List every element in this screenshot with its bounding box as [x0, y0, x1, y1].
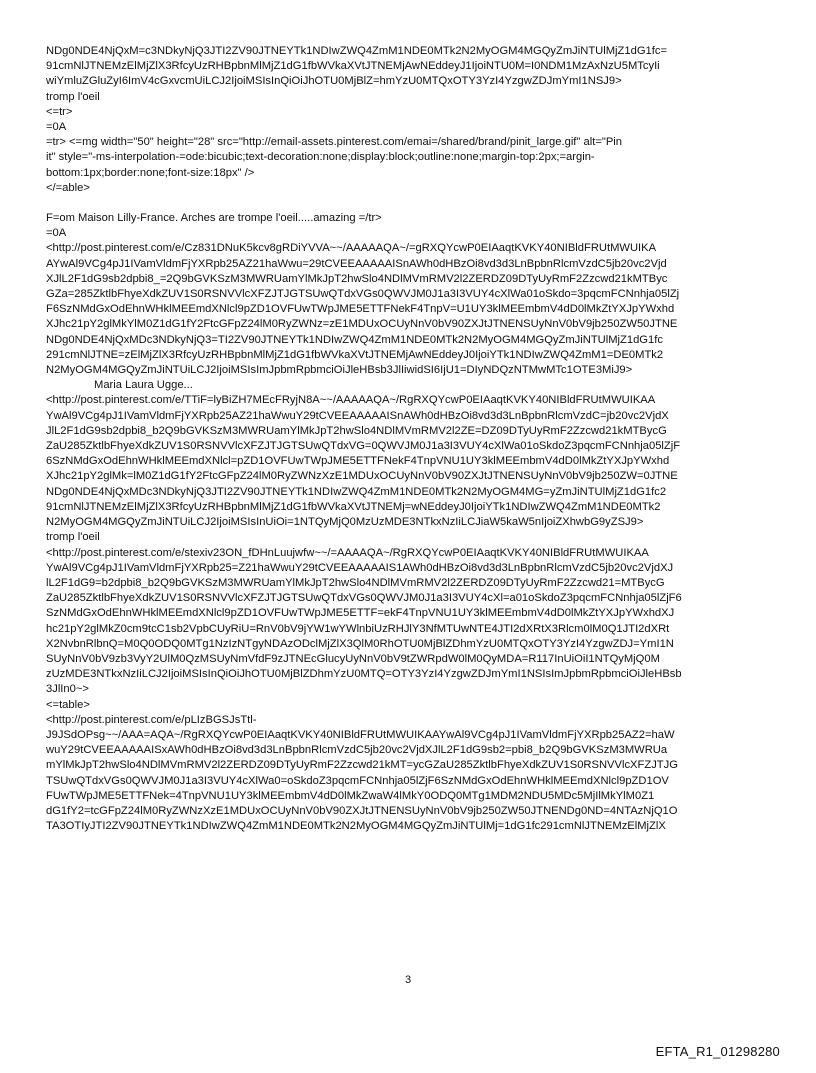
text-line: dG1fY2=tcGFpZ24lM0RyZWNzXzE1MDUxOCUyNnV0bV90ZXJtJTNENSUyNnV0bV9jb250ZW50JTNENDg0ND=4NTAzNjQ1O: [46, 804, 678, 817]
text-line: lL2F1dG9=b2dpbi8_b2Q9bGVKSzM3MWRUamYlMkJpT2hwSlo4NDlMVmRMV2l2ZERDZ09DTyUyRmF2Zzcwd21=MTBycG: [46, 576, 665, 589]
text-line: NDg0NDE4NjQxMDc3NDkyNjQ3=TI2ZV90JTNEYTk1NDIwZWQ4ZmM1NDE0MTk2N2MyOGM4MGQyZmJiNTUlMjZ1dG1fc: [46, 333, 663, 346]
text-line: YwAl9VCg4pJ1IVamVldmFjYXRpb25=Z21haWwuY29tCVEEAAAAAIS1AWh0dHBzOi8vd3d3LnBpbnRlcmVzdC5jb20vc2VjdXJ: [46, 561, 674, 574]
text-line: F6SzNMdGxOdEhnWHklMEEmdXNlcl9pZD1OVFUwTWpJME5ETTFNekF4TnpV=U1UY3klMEEmbmV4dD0lMkZtYXJpYWxhd: [46, 303, 675, 316]
text-line: bottom:1px;border:none;font-size:18px" />: [46, 166, 255, 179]
text-line: JlL2F1dG9sb2dpbi8_b2Q9bGVKSzM3MWRUamYlMkJpT2hwSlo4NDlMVmRMV2l2ZE=DZ09DTyUyRmF2Zzcwd21kMTBycG: [46, 424, 667, 437]
page-number: 3: [404, 974, 412, 986]
text-line: N2MyOGM4MGQyZmJiNTUiLCJ2IjoiMSIsImJpbmRpbmciOiJleHBsb3JlIiwidSI6IjU1=DIyNDQzNTMwMTc1OTE3MiJ9>: [46, 364, 633, 377]
text-line: GZa=285ZktlbFhyeXdkZUV1S0RSNVVlcXFZJTJGTSUwQTdxVGs0QWVJM0J1a3I3VUY4cXlWa01oSkdo=3pqcmFCNnhja05lZj: [46, 288, 680, 301]
text-line: ZaU285ZktlbFhyeXdkZUV1S0RSNVVlcXFZJTJGTSUwQTdxVGs0QWVJM0J1a3I3VUY4cXl=a01oSkdoZ3pqcmFCNnhja05lZjF6: [46, 592, 682, 605]
text-line: </=able>: [46, 181, 90, 194]
text-line: FUwTWpJME5ETTFNek=4TnpVNU1UY3klMEEmbmV4dD0lMkZwaW4lMkY0ODQ0MTg1MDM2NDU5MDc5MjIlMkYlM0Z1: [46, 789, 655, 802]
text-line: YwAl9VCg4pJ1IVamVldmFjYXRpb25AZ21haWwuY29tCVEEAAAAAISnAWh0dHBzOi8vd3d3LnBpbnRlcmVzdC=jb20vc2VjdX: [46, 409, 669, 422]
text-line: =0A: [46, 227, 67, 240]
text-line: <=table>: [46, 698, 90, 711]
text-line: 3JlIn0~>: [46, 683, 89, 696]
text-line: TA3OTIyJTI2ZV90JTNEYTk1NDIwZWQ4ZmM1NDE0MTk2N2MyOGM4MGQyZmJiNTUlMj=1dG1fc291cmNlJTNEMzElMjZlX: [46, 820, 666, 833]
text-line: ZaU285ZktlbFhyeXdkZUV1S0RSNVVlcXFZJTJGTSUwQTdxVG=0QWVJM0J1a3I3VUY4cXlWa01oSkdoZ3pqcmFCNnhja05lZjF: [46, 440, 681, 453]
text-line: XJhc21pY2glMk=lM0Z1dG1fY2FtcGFpZ24lM0RyZWNzXzE1MDUxOCUyNnV0bV90ZXJtJTNENSUyNnV0bV9jb250ZW=0JTNE: [46, 470, 678, 483]
text-line: mYlMkJpT2hwSlo4NDlMVmRMV2l2ZERDZ09DTyUyRmF2Zzcwd21kMT=ycGZaU285ZktlbFhyeXdkZUV1S0RSNVVlcXFZJTJG: [46, 759, 678, 772]
document-body: [46, 44, 770, 834]
text-line: F=om Maison Lilly-France. Arches are trompe l'oeil.....amazing =/tr>: [46, 212, 382, 225]
text-line: =tr> <=mg width="50" height="28" src="http://email-assets.pinterest.com/emai=/shared/brand/pinit_large.gif" alt="Pin: [46, 136, 622, 149]
text-line: tromp l'oeil: [46, 531, 100, 544]
text-line: X2NvbnRlbnQ=M0Q0ODQ0MTg1NzIzNTgyNDAzODclMjZlX3QlM0RhOTU0MjBlZDhmYzU0MTQxOTY3YzI4YzgwZDJ=YmI1N: [46, 637, 674, 650]
text-line: J9JSdOPsg~~/AAA=AQA~/RgRXQYcwP0EIAaqtKVKY40NIBldFRUtMWUIKAAYwAl9VCg4pJ1IVamVldmFjYXRpb25AZ2=haW: [46, 728, 675, 741]
text-line: <=tr>: [46, 105, 73, 118]
text-line: N2MyOGM4MGQyZmJiNTUiLCJ2IjoiMSIsInUiOi=1NTQyMjQ0MzUzMDE3NTkxNzIiLCJiaW5kaW5nIjoiZXhwbG9yZSJ9>: [46, 516, 644, 529]
text-line: TSUwQTdxVGs0QWVJM0J1a3I3VUY4cXlWa0=oSkdoZ3pqcmFCNnhja05lZjF6SzNMdGxOdEhnWHklMEEmdXNlcl9pZD1OV: [46, 774, 669, 787]
text-line: <http://post.pinterest.com/e/stexiv23ON_fDHnLuujwfw~~/=AAAAQA~/RgRXQYcwP0EIAaqtKVKY40NIBldFRUtMWUIKAA: [46, 546, 649, 559]
text-line: <http://post.pinterest.com/e/Cz831DNuK5kcv8gRDiYVVA~~/AAAAAQA~/=gRXQYcwP0EIAaqtKVKY40NIBldFRUtMWUIKA: [46, 242, 657, 255]
text-line: 91cmNlJTNEMzElMjZlX3RfcyUzRHBpbnMlMjZ1dG1fbWVkaXVtJTNEMj=wNEddeyJ0IjoiYTk1NDIwZWQ4ZmM1NDE0MTk2: [46, 500, 661, 513]
text-line: NDg0NDE4NjQxMDc3NDkyNjQ3JTI2ZV90JTNEYTk1NDIwZWQ4ZmM1NDE0MTk2N2MyOGM4MG=yZmJiNTUlMjZ1dG1fc2: [46, 485, 667, 498]
text-line: 291cmNlJTNE=zElMjZlX3RfcyUzRHBpbnMlMjZ1dG1fbWVkaXVtJTNEMjAwNEddeyJ0IjoiYTk1NDIwZWQ4ZmM1=DE0MTk2: [46, 348, 664, 361]
text-line: SUyNnV0bV9zb3VyY2UlM0QzMSUyNmVfdF9zJTNEcGlucyUyNnV0bV9tZWRpdW0lM0QyMDA=R117InUiOiI1NTQyMjQ0M: [46, 652, 660, 665]
text-line: zUzMDE3NTkxNzIiLCJ2IjoiMSIsInQiOiJhOTU0MjBlZDhmYzU0MTQ=OTY3YzI4YzgwZDJmYmI1NSIsImJpbmRpbmciOiJleHBsb: [46, 668, 682, 681]
text-line: wuY29tCVEEAAAAAISxAWh0dHBzOi8vd3d3LnBpbnRlcmVzdC5jb20vc2VjdXJlL2F1dG9sb2=pbi8_b2Q9bGVKSzM3MWRUa: [46, 744, 668, 757]
text-line: Maria Laura Ugge...: [94, 379, 193, 392]
text-line: SzNMdGxOdEhnWHklMEEmdXNlcl9pZD1OVFUwTWpJME5ETTF=ekF4TnpVNU1UY3klMEEmbmV4dD0lMkZtYXJpYWxhdXJ: [46, 607, 675, 620]
text-line: NDg0NDE4NjQxM=c3NDkyNjQ3JTI2ZV90JTNEYTk1NDIwZWQ4ZmM1NDE0MTk2N2MyOGM4MGQyZmJiNTUlMjZ1dG1fc=: [46, 45, 667, 57]
text-line: AYwAl9VCg4pJ1IVamVldmFjYXRpb25AZ21haWwu=29tCVEEAAAAAISnAWh0dHBzOi8vd3d3LnBpbnRlcmVzdC5jb20vc2Vjd: [46, 257, 667, 270]
text-line: <http://post.pinterest.com/e/TTiF=lyBiZH7MEcFRyjN8A~~/AAAAAQA~/RgRXQYcwP0EIAaqtKVKY40NIBldFRUtMWUIKAA: [46, 394, 656, 407]
text-line: XJhc21pY2glMkYlM0Z1dG1fY2FtcGFpZ24lM0RyZWNz=zE1MDUxOCUyNnV0bV90ZXJtJTNENSUyNnV0bV9jb250ZW50JTNE: [46, 318, 678, 331]
text-line: <http://post.pinterest.com/e/pLIzBGSJsTtl-: [46, 713, 257, 726]
text-line: =0A: [46, 121, 67, 134]
text-line: tromp l'oeil: [46, 90, 100, 103]
text-line: 6SzNMdGxOdEhnWHklMEEmdXNlcl=pZD1OVFUwTWpJME5ETTFNekF4TnpVNU1UY3klMEEmbmV4dD0lMkZtYXJpYWxhd: [46, 455, 670, 468]
bates-number: EFTA_R1_01298280: [655, 1044, 780, 1059]
text-line: it" style="-ms-interpolation-=ode:bicubic;text-decoration:none;display:block;outline:none;margin-top:2px;=argin-: [46, 151, 595, 164]
text-line: hc21pY2glMkZ0cm9tcC1sb2VpbCUyRiU=RnV0bV9jYW1wYWlnbiUzRHJlY3NfMTUwNTE4JTI2dXRtX3Rlcm0lM0Q1JTI2dXRt: [46, 622, 670, 635]
text-line: wiYmluZGluZyI6ImV4cGxvcmUiLCJ2IjoiMSIsInQiOiJhOTU0MjBlZ=hmYzU0MTQxOTY3YzI4YzgwZDJmYmI1NSJ9>: [46, 75, 622, 88]
text-line: XJlL2F1dG9sb2dpbi8_=2Q9bGVKSzM3MWRUamYlMkJpT2hwSlo4NDlMVmRMV2l2ZERDZ09DTyUyRmF2Zzcwd21kMTByc: [46, 272, 668, 285]
blank-line: [46, 196, 770, 211]
text-line: 91cmNlJTNEMzElMjZlX3RfcyUzRHBpbnMlMjZ1dG1fbWVkaXVtJTNEMjAwNEddeyJ1IjoiNTU0M=I0NDM1MzAxNzU5MTcyIi: [46, 60, 660, 73]
